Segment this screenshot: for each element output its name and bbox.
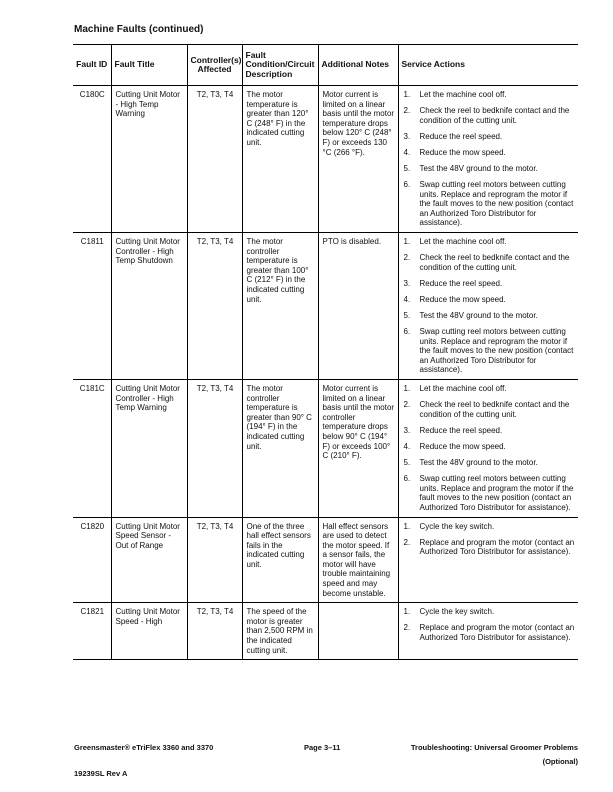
service-action-item bbox=[403, 237, 576, 247]
service-action-item bbox=[403, 253, 576, 272]
header-fault-title: Fault Title bbox=[111, 45, 187, 86]
service-action-text: Check the reel to bedknife contact and the condition of the cutting unit. bbox=[419, 106, 570, 125]
table-row bbox=[73, 380, 578, 517]
notes-cell: Motor current is limited on a linear basis until the motor temperature drops below 120° C (248° F) or exceeds 130 °C (266 °F). bbox=[318, 86, 398, 233]
service-action-number: 4. bbox=[403, 147, 411, 157]
service-action-item bbox=[403, 474, 576, 512]
service-action-number: 6. bbox=[403, 180, 411, 190]
fault-title-cell: Cutting Unit Motor Controller - High Temp Warning bbox=[111, 380, 187, 517]
service-action-item bbox=[403, 148, 576, 158]
service-action-item bbox=[403, 538, 576, 557]
service-actions-cell bbox=[398, 233, 578, 380]
service-action-text: Let the machine cool off. bbox=[419, 237, 507, 247]
machine-faults-table bbox=[73, 44, 578, 660]
fault-id-cell: C181C bbox=[73, 380, 111, 517]
service-actions-list bbox=[403, 522, 576, 557]
header-condition: Fault Condition/Circuit Description bbox=[242, 45, 318, 86]
table-header-row bbox=[73, 45, 578, 86]
service-action-item bbox=[403, 106, 576, 125]
notes-cell: PTO is disabled. bbox=[318, 233, 398, 380]
fault-title-cell: Cutting Unit Motor - High Temp Warning bbox=[111, 86, 187, 233]
footer-section: Troubleshooting: Universal Groomer Problems bbox=[410, 743, 578, 752]
fault-id-cell: C180C bbox=[73, 86, 111, 233]
condition-cell: The motor controller temperature is greater than 90° C (194° F) in the indicated cutting unit. bbox=[242, 380, 318, 517]
service-action-number: 1. bbox=[403, 521, 411, 531]
service-action-text: Swap cutting reel motors between cutting units. Replace and reprogram the motor if the fault moves to the new position (contact an Authorized Toro Distributor for assistance). bbox=[419, 327, 574, 375]
service-actions-list bbox=[403, 607, 576, 642]
notes-cell: Hall effect sensors are used to detect the motor speed. If a sensor fails, the motor will have trouble maintaining speed and may become unstable. bbox=[318, 517, 398, 603]
service-action-item bbox=[403, 400, 576, 419]
service-action-item bbox=[403, 426, 576, 436]
service-action-number: 2. bbox=[403, 253, 411, 263]
service-action-number: 6. bbox=[403, 327, 411, 337]
service-action-text: Reduce the reel speed. bbox=[419, 278, 503, 288]
service-action-number: 6. bbox=[403, 474, 411, 484]
service-action-number: 1. bbox=[403, 607, 411, 617]
controllers-cell: T2, T3, T4 bbox=[187, 380, 242, 517]
service-action-number: 1. bbox=[403, 237, 411, 247]
table-row bbox=[73, 86, 578, 233]
header-service-actions: Service Actions bbox=[398, 45, 578, 86]
service-action-text: Cycle the key switch. bbox=[419, 607, 495, 617]
footer-section-optional: (Optional) bbox=[542, 757, 578, 766]
service-action-item bbox=[403, 327, 576, 375]
service-action-text: Check the reel to bedknife contact and the condition of the cutting unit. bbox=[419, 253, 570, 272]
service-actions-list bbox=[403, 237, 576, 375]
table-row bbox=[73, 603, 578, 660]
service-actions-list bbox=[403, 384, 576, 512]
fault-id-cell: C1820 bbox=[73, 517, 111, 603]
controllers-cell: T2, T3, T4 bbox=[187, 233, 242, 380]
service-action-item bbox=[403, 458, 576, 468]
service-action-item bbox=[403, 522, 576, 532]
condition-cell: The motor controller temperature is greater than 100° C (212° F) in the indicated cutting unit. bbox=[242, 233, 318, 380]
service-action-number: 2. bbox=[403, 400, 411, 410]
service-actions-cell bbox=[398, 517, 578, 603]
service-action-number: 2. bbox=[403, 537, 411, 547]
service-action-item bbox=[403, 180, 576, 228]
service-action-text: Cycle the key switch. bbox=[419, 521, 495, 531]
service-action-number: 4. bbox=[403, 441, 411, 451]
notes-cell: Motor current is limited on a linear basis until the motor controller temperature drops below 90° C (194° F) or exceeds 100° C (210° F). bbox=[318, 380, 398, 517]
table-row bbox=[73, 517, 578, 603]
service-action-item bbox=[403, 132, 576, 142]
service-action-text: Reduce the mow speed. bbox=[419, 147, 506, 157]
header-fault-id: Fault ID bbox=[73, 45, 111, 86]
footer-page-number: Page 3–11 bbox=[304, 743, 341, 752]
service-action-number: 3. bbox=[403, 425, 411, 435]
fault-title-cell: Cutting Unit Motor Controller - High Temp Shutdown bbox=[111, 233, 187, 380]
service-action-item bbox=[403, 623, 576, 642]
footer-product: Greensmaster® eTriFlex 3360 and 3370 bbox=[74, 743, 214, 752]
service-action-text: Reduce the mow speed. bbox=[419, 294, 506, 304]
service-action-text: Check the reel to bedknife contact and the condition of the cutting unit. bbox=[419, 400, 570, 419]
service-action-text: Swap cutting reel motors between cutting units. Replace and program the motor if the fault moves to the new position (contact an Authorized Toro Distributor for assistance). bbox=[419, 474, 574, 512]
service-action-number: 3. bbox=[403, 131, 411, 141]
service-action-text: Test the 48V ground to the motor. bbox=[419, 163, 538, 173]
controllers-cell: T2, T3, T4 bbox=[187, 603, 242, 660]
service-action-text: Test the 48V ground to the motor. bbox=[419, 311, 538, 320]
service-action-number: 2. bbox=[403, 106, 411, 116]
table-row bbox=[73, 233, 578, 380]
header-controllers: Controller(s) Affected bbox=[187, 45, 242, 86]
fault-title-cell: Cutting Unit Motor Speed Sensor - Out of Range bbox=[111, 517, 187, 603]
service-action-number: 5. bbox=[403, 163, 411, 173]
service-action-text: Swap cutting reel motors between cutting units. Replace and reprogram the motor if the fault moves to the new position (contact an Authorized Toro Distributor for assistance). bbox=[419, 180, 574, 228]
service-action-number: 5. bbox=[403, 458, 411, 468]
service-action-item bbox=[403, 442, 576, 452]
service-actions-list bbox=[403, 90, 576, 228]
service-action-item bbox=[403, 164, 576, 174]
section-title: Machine Faults (continued) bbox=[74, 24, 204, 35]
service-action-item bbox=[403, 90, 576, 100]
service-action-item bbox=[403, 607, 576, 617]
fault-id-cell: C1811 bbox=[73, 233, 111, 380]
service-action-item bbox=[403, 279, 576, 289]
footer-doc-number: 19239SL Rev A bbox=[74, 769, 128, 778]
service-action-item bbox=[403, 295, 576, 305]
fault-id-cell: C1821 bbox=[73, 603, 111, 660]
service-actions-cell bbox=[398, 380, 578, 517]
notes-cell bbox=[318, 603, 398, 660]
service-actions-cell bbox=[398, 603, 578, 660]
fault-title-cell: Cutting Unit Motor Speed - High bbox=[111, 603, 187, 660]
condition-cell: The speed of the motor is greater than 2,500 RPM in the indicated cutting unit. bbox=[242, 603, 318, 660]
service-action-text: Let the machine cool off. bbox=[419, 384, 507, 394]
service-action-number: 1. bbox=[403, 90, 411, 99]
service-action-item bbox=[403, 384, 576, 394]
service-action-text: Let the machine cool off. bbox=[419, 90, 507, 99]
service-action-text: Replace and program the motor (contact an Authorized Toro Distributor for assistance). bbox=[419, 537, 575, 557]
service-action-number: 2. bbox=[403, 623, 411, 633]
service-action-number: 5. bbox=[403, 311, 411, 320]
service-action-number: 4. bbox=[403, 294, 411, 304]
service-action-text: Test the 48V ground to the motor. bbox=[419, 458, 538, 468]
service-action-number: 3. bbox=[403, 278, 411, 288]
service-action-text: Replace and program the motor (contact an Authorized Toro Distributor for assistance). bbox=[419, 623, 575, 642]
controllers-cell: T2, T3, T4 bbox=[187, 517, 242, 603]
condition-cell: The motor temperature is greater than 120° C (248° F) in the indicated cutting unit. bbox=[242, 86, 318, 233]
service-action-item bbox=[403, 311, 576, 321]
service-actions-cell bbox=[398, 86, 578, 233]
condition-cell: One of the three hall effect sensors fails in the indicated cutting unit. bbox=[242, 517, 318, 603]
controllers-cell: T2, T3, T4 bbox=[187, 86, 242, 233]
header-notes: Additional Notes bbox=[318, 45, 398, 86]
service-action-text: Reduce the reel speed. bbox=[419, 131, 503, 141]
service-action-text: Reduce the reel speed. bbox=[419, 425, 503, 435]
service-action-number: 1. bbox=[403, 384, 411, 394]
service-action-text: Reduce the mow speed. bbox=[419, 441, 506, 451]
